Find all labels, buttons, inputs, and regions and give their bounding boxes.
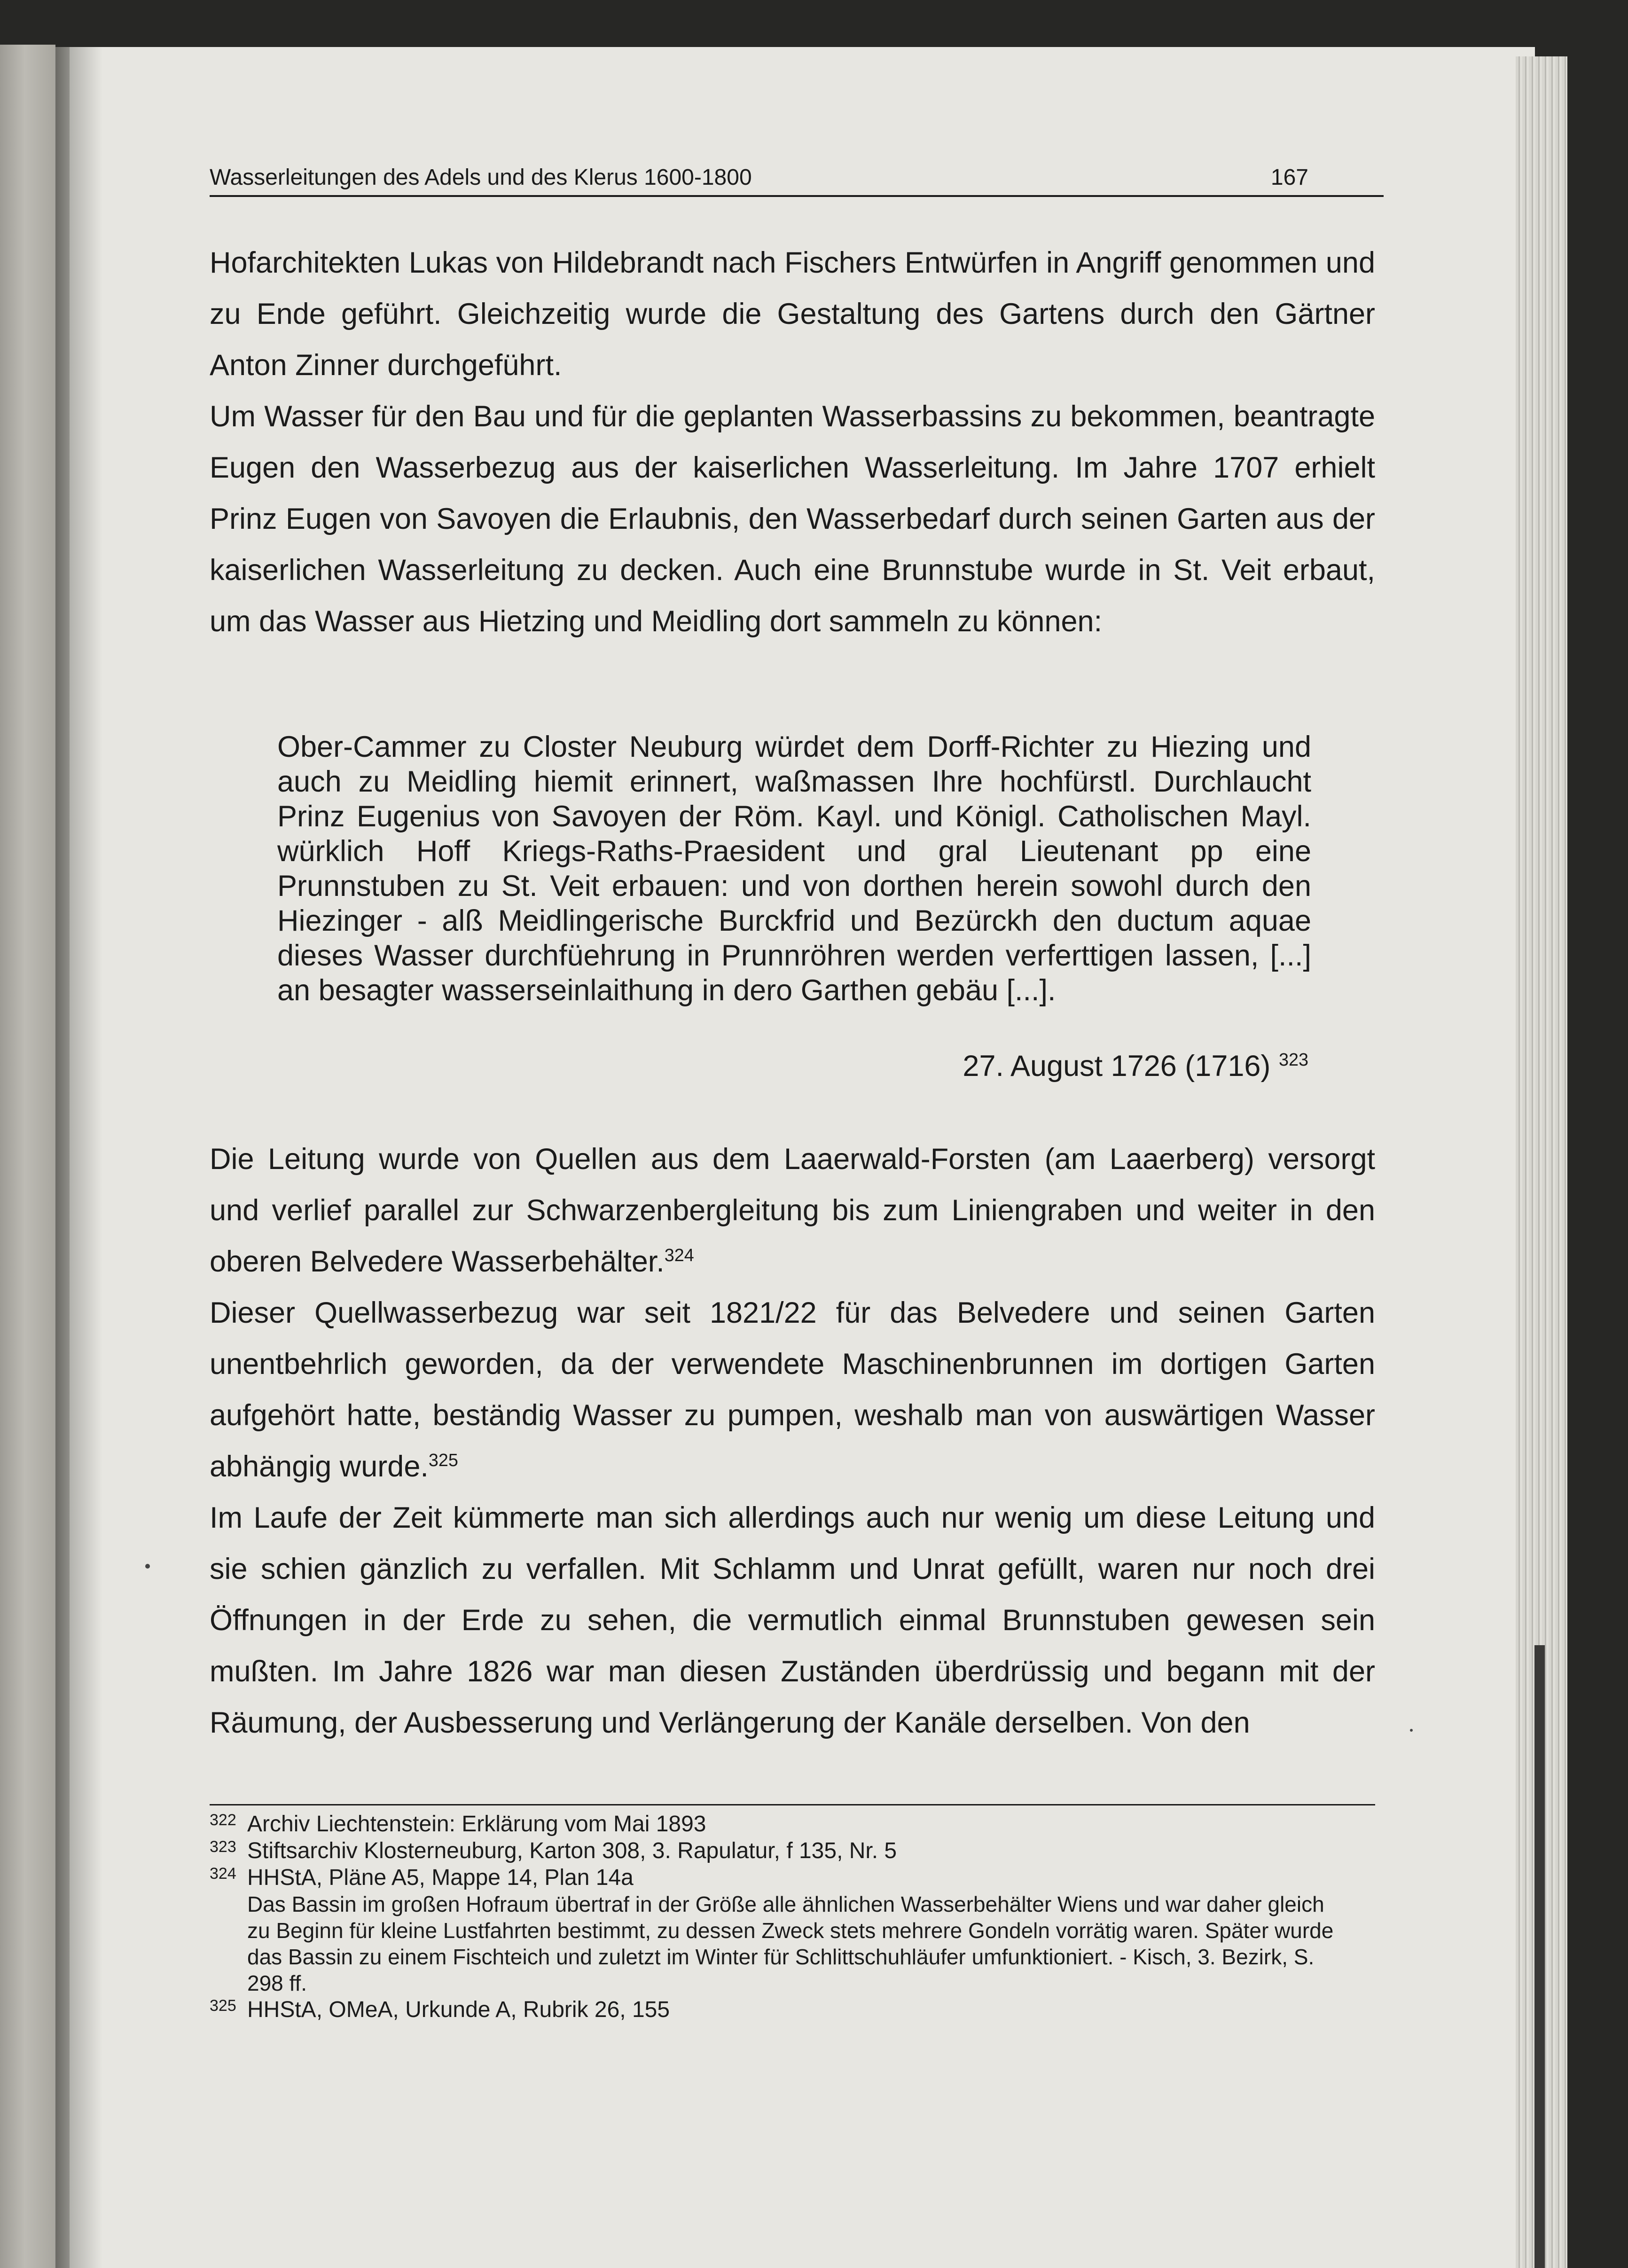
quote-date-text: 27. August 1726 (1716) (963, 1050, 1271, 1083)
book-spine (55, 47, 70, 2268)
main-text (210, 1134, 1375, 1749)
paragraph-text: Die Leitung wurde von Quellen aus dem Laaerwald-Forsten (am Laaerberg) versorgt und verlief parallel zur Schwarzenbergleitung bis zum Liniengraben und weiter in den oberen Belvedere Wasserbehälter. (210, 1143, 1375, 1278)
paragraph-text: Dieser Quellwasserbezug war seit 1821/22 für das Belvedere und seinen Garten unentbehrlich geworden, da der verwendete Maschinenbrunnen im dortigen Garten aufgehört hatte, beständig Wasser zu pumpen, weshalb man von auswärtigen Wasser abhängig wurde. (210, 1296, 1375, 1483)
footnote-text: Stiftsarchiv Klosterneuburg, Karton 308, 3. Rapulatur, f 135, Nr. 5 (247, 1838, 897, 1863)
footnote-note: Das Bassin im großen Hofraum übertraf in der Größe alle ähnlichen Wasserbehälter Wiens und war daher gleich zu Beginn für kleine Lustfahrten bestimmt, zu dessen Zweck stets mehrere Gondeln vorrätig waren. Später wurde das Bassin zu einem Fischteich und zuletzt im Winter für Schlittschuhläufer umfunktioniert. - Kisch, 3. Bezirk, S. 298 ff. (247, 1892, 1334, 1995)
quote-date (963, 1049, 1308, 1083)
block-quote: Ober-Cammer zu Closter Neuburg würdet dem Dorff-Richter zu Hiezing und auch zu Meidling hiemit erinnert, waßmassen Ihre hochfürstl. Durchlaucht Prinz Eugenius von Savoyen der Röm. Kayl. und Königl. Catholischen Mayl. würklich Hoff Kriegs-Raths-Praesident und gral Lieutenant pp eine Prunnstuben zu St. Veit erbauen: und von dorthen herein sowohl durch den Hiezinger - alß Meidlingerische Burckfrid und Bezürckh den ductum aquae dieses Wasser durchfüehrung in Prunnröhren werden verferttigen lassen, [...] an besagter wasserseinlaithung in dero Garthen gebäu [...]. (277, 730, 1311, 1007)
footnote-text: Archiv Liechtenstein: Erklärung vom Mai 1893 (247, 1812, 706, 1836)
paragraph: Hofarchitekten Lukas von Hildebrandt nach Fischers Entwürfen in Angriff genommen und zu Ende geführt. Gleichzeitig wurde die Gestaltung des Gartens durch den Gärtner Anton Zinner durchgeführt. (210, 246, 1375, 382)
intro-text (210, 237, 1375, 647)
footnote-ref: 324 (664, 1246, 694, 1265)
footnote-number: 324 (210, 1865, 236, 1883)
gutter-shadow (70, 47, 102, 2268)
footnotes (210, 1811, 1347, 2023)
bookmark-ribbon (1534, 1645, 1545, 2268)
footnote (210, 1864, 1347, 1891)
footnote-ref: 323 (1278, 1050, 1308, 1070)
paragraph: Im Laufe der Zeit kümmerte man sich allerdings auch nur wenig um diese Leitung und sie schien gänzlich zu verfallen. Mit Schlamm und Unrat gefüllt, waren nur noch drei Öffnungen in der Erde zu sehen, die vermutlich einmal Brunnstuben gewesen sein mußten. Im Jahre 1826 war man diesen Zuständen überdrüssig und begann mit der Räumung, der Ausbesserung und Verlängerung der Kanäle derselben. Von den (210, 1501, 1375, 1739)
scan-speck (1410, 1729, 1413, 1732)
scan-speck (145, 1564, 150, 1569)
footnote-text: HHStA, OMeA, Urkunde A, Rubrik 26, 155 (247, 1997, 670, 2022)
footnote-text: HHStA, Pläne A5, Mappe 14, Plan 14a (247, 1865, 634, 1890)
paragraph: Um Wasser für den Bau und für die geplanten Wasserbassins zu bekommen, beantragte Eugen den Wasserbezug aus der kaiserlichen Wasserleitung. Im Jahre 1707 erhielt Prinz Eugen von Savoyen die Erlaubnis, den Wasserbedarf durch seinen Garten aus der kaiserlichen Wasserleitung zu decken. Auch eine Brunnstube wurde in St. Veit erbaut, um das Wasser aus Hietzing und Meidling dort sammeln zu können: (210, 400, 1375, 638)
footnote-number: 323 (210, 1838, 236, 1856)
running-header (210, 153, 1384, 197)
footnote-divider (210, 1804, 1375, 1805)
footnote (210, 1811, 1347, 1837)
header-title: Wasserleitungen des Adels und des Klerus 1600-1800 (210, 165, 752, 190)
footnote-ref: 325 (428, 1451, 458, 1470)
previous-page-edge (0, 45, 55, 2268)
paragraph (210, 1134, 1375, 1287)
paragraph (210, 1287, 1375, 1492)
footnote (210, 1837, 1347, 1864)
page-number: 167 (1270, 165, 1308, 190)
footnote-number: 322 (210, 1811, 236, 1829)
footnote (210, 1996, 1347, 2023)
footnote-number: 325 (210, 1997, 236, 2015)
